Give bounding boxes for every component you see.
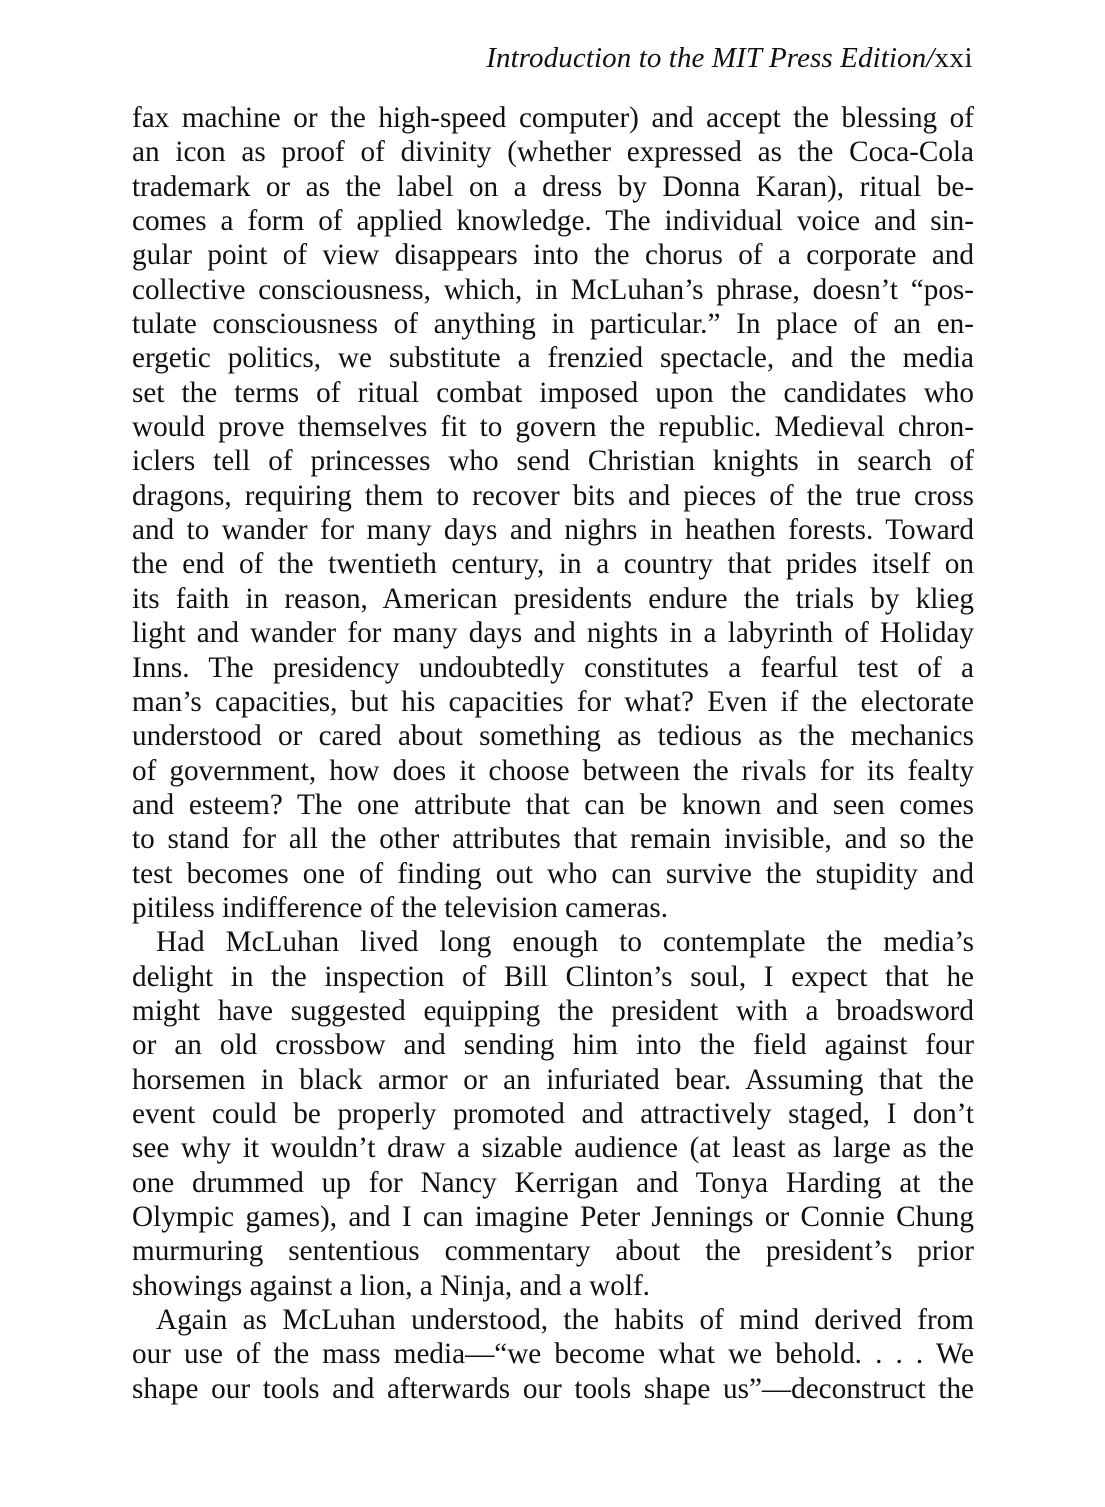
- page-number: xxi: [934, 42, 973, 74]
- text-line: delight in the inspection of Bill Clinton’s soul, I expect that he: [132, 960, 974, 993]
- text-line: tulate consciousness of anything in particular.” In place of an en-: [132, 308, 974, 341]
- body-text: [132, 101, 974, 1406]
- text-line: light and wander for many days and nights in a labyrinth of Holiday: [132, 617, 974, 650]
- text-line: see why it wouldn’t draw a sizable audience (at least as large as the: [132, 1132, 974, 1165]
- text-line: our use of the mass media—“we become what we behold. . . . We: [132, 1338, 974, 1371]
- text-line: gular point of view disappears into the chorus of a corporate and: [132, 239, 974, 272]
- paragraph-1: [132, 101, 974, 925]
- text-line: Olympic games), and I can imagine Peter Jennings or Connie Chung: [132, 1201, 974, 1233]
- text-line: ergetic politics, we substitute a frenzied spectacle, and the media: [132, 342, 974, 375]
- text-line: comes a form of applied knowledge. The individual voice and sin-: [132, 205, 974, 238]
- running-header-title: Introduction to the MIT Press Edition: [486, 42, 927, 74]
- text-line: might have suggested equipping the president with a broadsword: [132, 994, 974, 1027]
- text-line: showings against a lion, a Ninja, and a wolf.: [132, 1269, 650, 1302]
- text-line: event could be properly promoted and attractively staged, I don’t: [132, 1097, 974, 1130]
- text-line: or an old crossbow and sending him into the field against four: [132, 1029, 974, 1062]
- text-line: Inns. The presidency undoubtedly constitutes a fearful test of a: [132, 651, 974, 684]
- text-line: its faith in reason, American presidents endure the trials by klieg: [132, 582, 974, 615]
- text-line: horsemen in black armor or an infuriated bear. Assuming that the: [132, 1063, 974, 1096]
- text-line: Again as McLuhan understood, the habits of mind derived from: [156, 1304, 974, 1337]
- text-line: man’s capacities, but his capacities for what? Even if the electorate: [132, 685, 974, 718]
- text-line: dragons, requiring them to recover bits and pieces of the true cross: [132, 479, 974, 512]
- text-line: shape our tools and afterwards our tools shape us”—deconstruct the: [132, 1372, 974, 1405]
- text-line: of government, how does it choose between the rivals for its fealty: [132, 754, 974, 787]
- text-line: one drummed up for Nancy Kerrigan and Tonya Harding at the: [132, 1166, 974, 1199]
- text-line: and esteem? The one attribute that can be known and seen comes: [132, 788, 974, 821]
- running-header: [486, 40, 973, 76]
- text-line: pitiless indifference of the television cameras.: [132, 891, 668, 924]
- text-line: the end of the twentieth century, in a country that prides itself on: [132, 548, 974, 581]
- text-line: murmuring sententious commentary about the president’s prior: [132, 1235, 974, 1268]
- text-line: understood or cared about something as tedious as the mechanics: [132, 720, 974, 753]
- paragraph-3: [132, 1303, 974, 1406]
- text-line: to stand for all the other attributes that remain invisible, and so the: [132, 823, 974, 856]
- text-line: an icon as proof of divinity (whether expressed as the Coca-Cola: [132, 136, 974, 169]
- text-line: would prove themselves fit to govern the republic. Medieval chron-: [132, 411, 974, 444]
- text-line: test becomes one of finding out who can survive the stupidity and: [132, 857, 974, 890]
- paragraph-2: [132, 925, 974, 1303]
- running-header-separator: /: [926, 42, 935, 74]
- text-line: and to wander for many days and nighrs in heathen forests. Toward: [132, 514, 974, 547]
- text-line: trademark or as the label on a dress by Donna Karan), ritual be-: [132, 170, 974, 203]
- text-line: collective consciousness, which, in McLuhan’s phrase, doesn’t “pos-: [132, 273, 974, 306]
- text-line: Had McLuhan lived long enough to contemplate the media’s: [156, 926, 974, 959]
- text-line: set the terms of ritual combat imposed upon the candidates who: [132, 376, 974, 409]
- text-line: fax machine or the high-speed computer) and accept the blessing of: [132, 102, 974, 134]
- text-line: iclers tell of princesses who send Christian knights in search of: [132, 445, 974, 478]
